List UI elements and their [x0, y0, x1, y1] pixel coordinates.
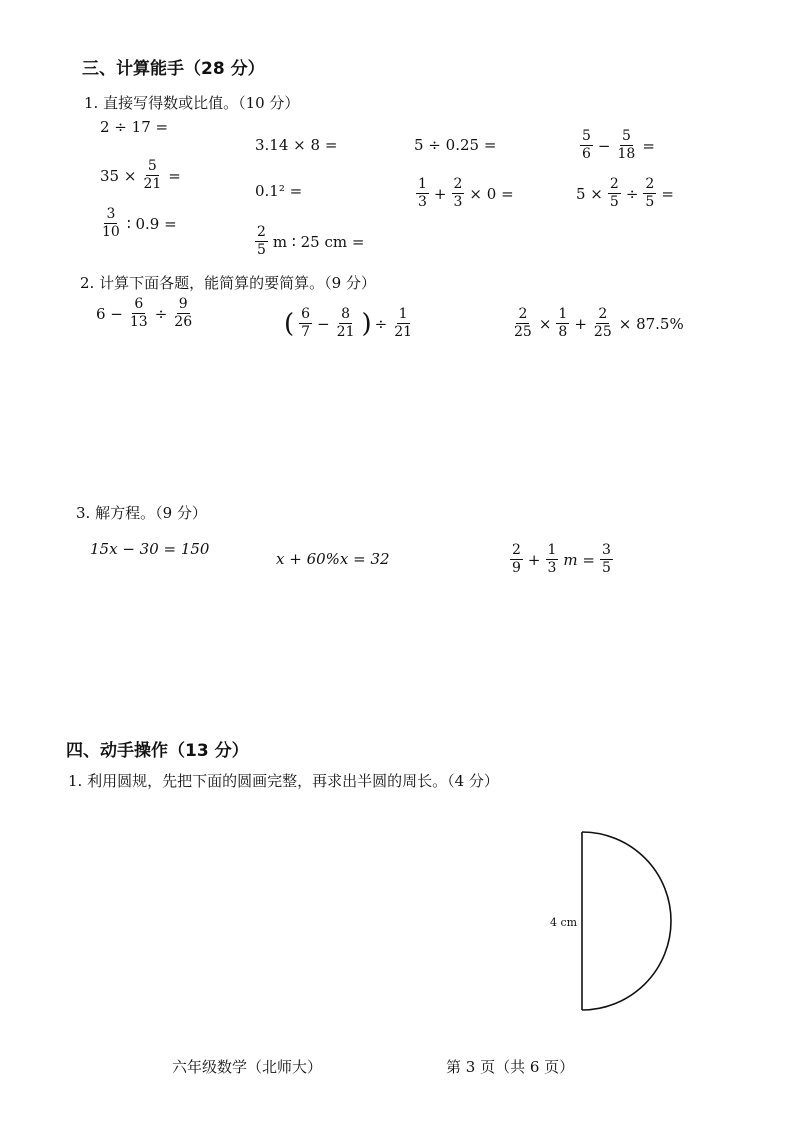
footer-page: 第 3 页（共 6 页） [446, 1058, 575, 1076]
fraction [510, 542, 523, 577]
operator: + [433, 184, 447, 203]
fraction [255, 224, 268, 259]
q2-item-b [284, 306, 416, 341]
numerator: 1 [398, 306, 408, 322]
fraction [392, 306, 414, 341]
fraction [128, 296, 150, 331]
operator: × [538, 314, 552, 333]
denominator: 25 [593, 324, 612, 340]
footer-subject: 六年级数学（北师大） [172, 1058, 323, 1076]
diameter-label: 4 cm [550, 916, 578, 929]
denominator: 3 [547, 560, 557, 576]
tail: × 0 = [469, 184, 514, 203]
q1-item-a-text: 2 ÷ 17 = [100, 118, 169, 136]
tail: ∶ 0.9 = [126, 214, 177, 233]
operator: − [597, 136, 611, 155]
numerator: 5 [621, 128, 631, 144]
numerator: 9 [178, 296, 188, 312]
q2-item-a [96, 296, 196, 331]
q3-item-a-text: 15x − 30 = 150 [90, 540, 210, 558]
denominator: 7 [301, 324, 311, 340]
fraction [452, 176, 465, 211]
q1-item-f-text: 0.1² = [255, 182, 303, 200]
q1-item-h [576, 176, 674, 211]
q1-item-f [255, 182, 302, 200]
numerator: 1 [558, 306, 568, 322]
denominator: 6 [582, 146, 591, 162]
tail: m ∶ 25 cm = [272, 232, 365, 251]
q3-item-b-text: x + 60%x = 32 [276, 550, 390, 568]
numerator: 6 [301, 306, 311, 322]
q1-item-c-text: 5 ÷ 0.25 = [414, 136, 497, 154]
fraction [335, 306, 357, 341]
numerator: 2 [257, 224, 266, 240]
prefix: 6 − [96, 304, 123, 323]
q3-item-c [508, 542, 615, 577]
fraction [608, 176, 621, 211]
fraction [141, 158, 163, 193]
equals: = [642, 136, 655, 155]
variable-m: m = [563, 550, 595, 569]
denominator: 21 [394, 324, 413, 340]
q1-title: 1. 直接写得数或比值。（10 分） [84, 94, 300, 112]
q3-title: 3. 解方程。（9 分） [76, 504, 207, 522]
q3-item-a [90, 540, 209, 558]
q1-item-j [253, 224, 364, 259]
denominator: 10 [102, 224, 120, 240]
left-paren: ( [284, 308, 295, 339]
fraction [299, 306, 312, 341]
right-paren: ) [361, 308, 372, 339]
fraction [592, 306, 614, 341]
denominator: 3 [453, 194, 463, 210]
fraction [643, 176, 656, 211]
denominator: 3 [418, 194, 427, 210]
q1-item-d [578, 128, 655, 163]
q1-item-i [98, 206, 177, 241]
numerator: 1 [418, 176, 427, 192]
operator: + [527, 550, 541, 569]
prefix: 5 × [576, 184, 603, 203]
fraction [546, 542, 559, 577]
semicircle-arc [582, 832, 671, 1010]
q2-title: 2. 计算下面各题，能简算的要简算。（9 分） [80, 274, 376, 292]
semicircle-figure [570, 826, 680, 1018]
denominator: 18 [617, 146, 636, 162]
numerator: 2 [609, 176, 619, 192]
operator: ÷ [154, 304, 168, 323]
denominator: 26 [174, 314, 193, 330]
operator: ÷ [625, 184, 639, 203]
denominator: 21 [143, 176, 162, 192]
q1-item-b-text: 3.14 × 8 = [255, 136, 338, 154]
numerator: 2 [453, 176, 463, 192]
denominator: 25 [514, 324, 532, 340]
section-3-title: 三、计算能手（28 分） [82, 59, 265, 79]
fraction [416, 176, 429, 211]
fraction [556, 306, 569, 341]
denominator: 5 [645, 194, 655, 210]
denominator: 5 [601, 560, 611, 576]
numerator: 8 [341, 306, 351, 322]
equals: = [661, 184, 674, 203]
denominator: 9 [512, 560, 521, 576]
fraction [580, 128, 593, 163]
tail: × 87.5% [618, 314, 684, 333]
numerator: 3 [601, 542, 611, 558]
numerator: 5 [582, 128, 591, 144]
q1-item-b [255, 136, 337, 154]
fraction [172, 296, 194, 331]
fraction [512, 306, 534, 341]
numerator: 2 [518, 306, 528, 322]
fraction [616, 128, 638, 163]
fraction [600, 542, 613, 577]
q1-item-g [414, 176, 514, 211]
equals: = [168, 166, 181, 185]
numerator: 3 [106, 206, 116, 222]
operator: ÷ [374, 314, 388, 333]
section-4-title: 四、动手操作（13 分） [66, 741, 249, 761]
denominator: 21 [336, 324, 355, 340]
q1-item-a [100, 118, 168, 136]
denominator: 8 [558, 324, 568, 340]
numerator: 2 [598, 306, 608, 322]
numerator: 2 [512, 542, 521, 558]
q2-item-c [510, 306, 684, 341]
q1-item-c [414, 136, 496, 154]
q3-item-b [276, 550, 390, 568]
operator: − [317, 314, 330, 333]
denominator: 5 [609, 194, 619, 210]
denominator: 5 [257, 242, 266, 258]
fraction [100, 206, 122, 241]
operator: + [574, 314, 587, 333]
q1-item-e [100, 158, 181, 193]
numerator: 1 [547, 542, 557, 558]
numerator: 2 [645, 176, 655, 192]
s4-q1-title: 1. 利用圆规，先把下面的圆画完整，再求出半圆的周长。（4 分） [68, 772, 499, 790]
numerator: 5 [147, 158, 157, 174]
numerator: 6 [134, 296, 144, 312]
denominator: 13 [129, 314, 148, 330]
prefix: 35 × [100, 166, 137, 185]
